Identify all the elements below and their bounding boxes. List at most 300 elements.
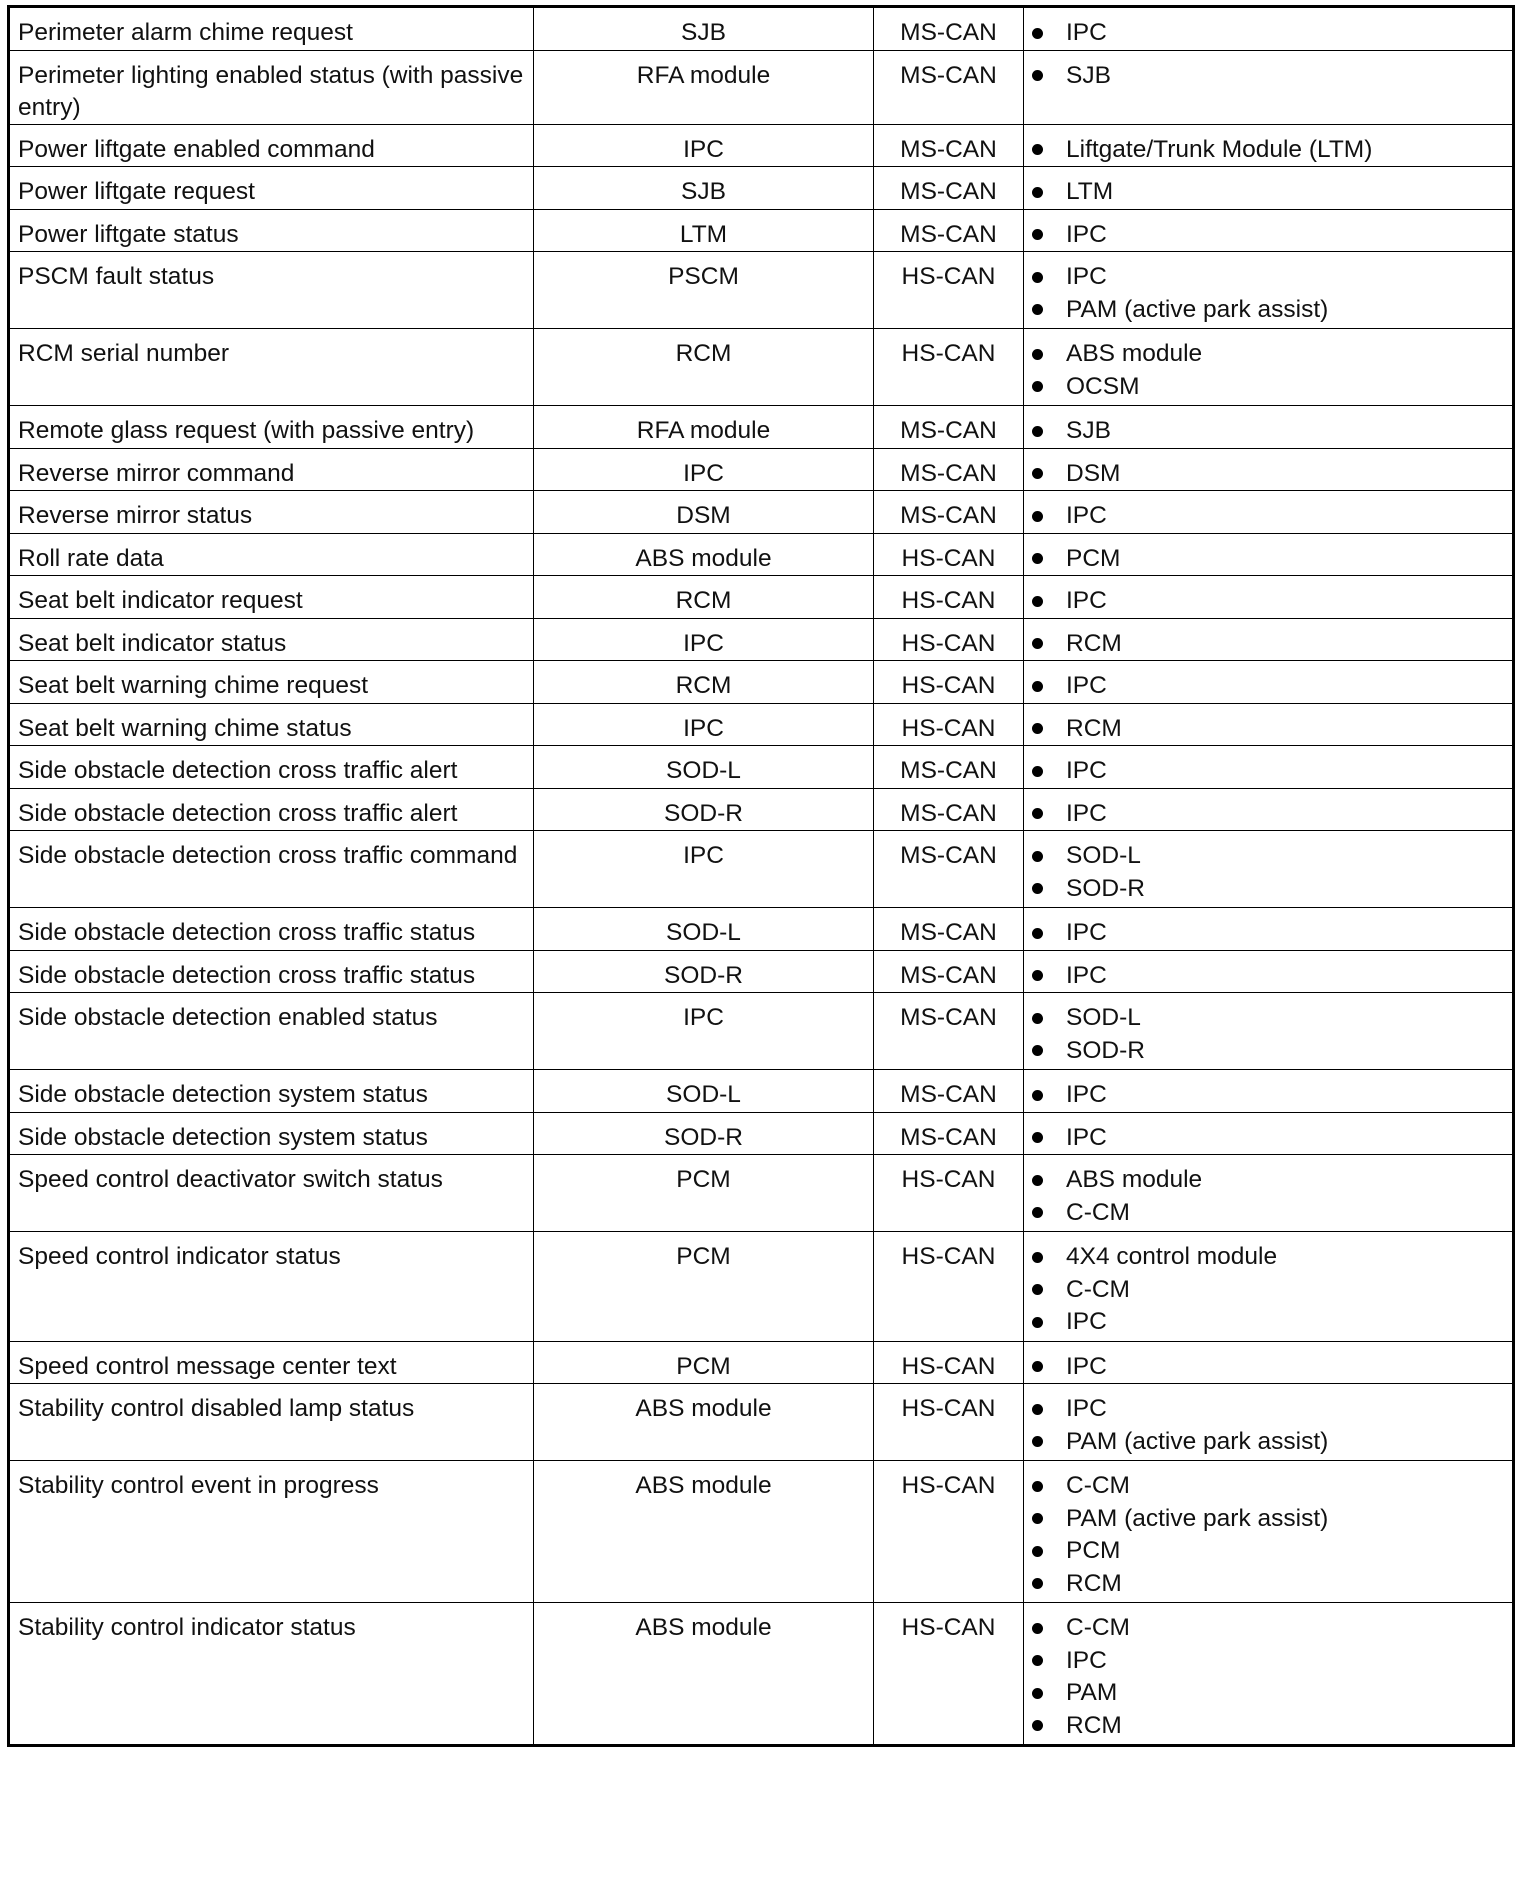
table-row: [9, 533, 1514, 576]
bullet-icon: [1032, 144, 1043, 155]
table-row: [9, 1070, 1514, 1113]
receiving-module-list: [1032, 176, 1504, 209]
receiving-module-list: [1032, 917, 1504, 950]
receiving-module-label: Liftgate/Trunk Module (LTM): [1066, 135, 1373, 163]
source-module-cell: DSM: [534, 491, 874, 534]
receiving-modules-cell: [1024, 1341, 1514, 1384]
list-item: [1032, 543, 1504, 576]
network-cell: MS-CAN: [874, 1112, 1024, 1155]
source-module-cell: PCM: [534, 1341, 874, 1384]
list-item: [1032, 219, 1504, 252]
receiving-module-list: [1032, 713, 1504, 746]
bullet-icon: [1032, 1132, 1043, 1143]
receiving-module-label: IPC: [1066, 1081, 1107, 1109]
receiving-modules-cell: [1024, 1155, 1514, 1232]
list-item: [1032, 1535, 1504, 1568]
message-name-cell: Side obstacle detection system status: [9, 1070, 534, 1113]
message-name-cell: Speed control deactivator switch status: [9, 1155, 534, 1232]
receiving-module-label: SJB: [1066, 417, 1111, 445]
receiving-module-label: SOD-L: [1066, 842, 1141, 870]
receiving-modules-cell: [1024, 329, 1514, 406]
network-cell: MS-CAN: [874, 406, 1024, 449]
receiving-module-list: [1032, 960, 1504, 993]
receiving-module-list: [1032, 840, 1504, 905]
list-item: [1032, 585, 1504, 618]
table-row: [9, 124, 1514, 167]
bullet-icon: [1032, 1513, 1043, 1524]
source-module-cell: PSCM: [534, 252, 874, 329]
message-name-cell: Perimeter lighting enabled status (with passive entry): [9, 50, 534, 124]
bullet-icon: [1032, 1481, 1043, 1492]
network-cell: MS-CAN: [874, 746, 1024, 789]
receiving-module-label: LTM: [1066, 178, 1114, 206]
bullet-icon: [1032, 381, 1043, 392]
receiving-module-label: PAM: [1066, 1679, 1118, 1707]
list-item: [1032, 1122, 1504, 1155]
receiving-module-label: IPC: [1066, 587, 1107, 615]
table-row: [9, 50, 1514, 124]
message-name-cell: Side obstacle detection enabled status: [9, 993, 534, 1070]
source-module-cell: LTM: [534, 209, 874, 252]
receiving-module-label: SJB: [1066, 61, 1111, 89]
table-row: [9, 703, 1514, 746]
table-row: [9, 993, 1514, 1070]
network-cell: HS-CAN: [874, 1155, 1024, 1232]
receiving-module-label: C-CM: [1066, 1614, 1130, 1642]
table-row: [9, 746, 1514, 789]
bullet-icon: [1032, 928, 1043, 939]
receiving-module-label: OCSM: [1066, 372, 1140, 400]
network-cell: MS-CAN: [874, 167, 1024, 210]
source-module-cell: RFA module: [534, 50, 874, 124]
source-module-cell: ABS module: [534, 1384, 874, 1461]
message-name-cell: Stability control disabled lamp status: [9, 1384, 534, 1461]
table-row: [9, 252, 1514, 329]
list-item: [1032, 415, 1504, 448]
list-item: [1032, 1612, 1504, 1645]
network-cell: MS-CAN: [874, 950, 1024, 993]
table-row: [9, 7, 1514, 51]
receiving-module-label: IPC: [1066, 961, 1107, 989]
receiving-module-list: [1032, 500, 1504, 533]
bullet-icon: [1032, 1317, 1043, 1328]
list-item: [1032, 134, 1504, 167]
network-cell: MS-CAN: [874, 448, 1024, 491]
list-item: [1032, 338, 1504, 371]
list-item: [1032, 798, 1504, 831]
message-name-cell: Stability control indicator status: [9, 1603, 534, 1746]
receiving-module-list: [1032, 1351, 1504, 1384]
list-item: [1032, 1035, 1504, 1068]
network-cell: HS-CAN: [874, 618, 1024, 661]
receiving-module-label: PAM (active park assist): [1066, 1504, 1329, 1532]
bullet-icon: [1032, 1436, 1043, 1447]
receiving-module-list: [1032, 1002, 1504, 1067]
bullet-icon: [1032, 1207, 1043, 1218]
network-cell: HS-CAN: [874, 533, 1024, 576]
message-name-cell: Perimeter alarm chime request: [9, 7, 534, 51]
source-module-cell: IPC: [534, 993, 874, 1070]
bullet-icon: [1032, 1578, 1043, 1589]
receiving-module-label: SOD-L: [1066, 1004, 1141, 1032]
message-name-cell: Power liftgate request: [9, 167, 534, 210]
bullet-icon: [1032, 883, 1043, 894]
message-name-cell: Power liftgate enabled command: [9, 124, 534, 167]
table-row: [9, 908, 1514, 951]
bullet-icon: [1032, 766, 1043, 777]
bullet-icon: [1032, 1720, 1043, 1731]
receiving-modules-cell: [1024, 406, 1514, 449]
receiving-module-label: IPC: [1066, 19, 1107, 47]
list-item: [1032, 628, 1504, 661]
message-name-cell: Power liftgate status: [9, 209, 534, 252]
message-name-cell: PSCM fault status: [9, 252, 534, 329]
source-module-cell: PCM: [534, 1155, 874, 1232]
table-row: [9, 491, 1514, 534]
list-item: [1032, 1568, 1504, 1601]
bullet-icon: [1032, 1361, 1043, 1372]
message-name-cell: Reverse mirror command: [9, 448, 534, 491]
list-item: [1032, 1677, 1504, 1710]
list-item: [1032, 1710, 1504, 1743]
list-item: [1032, 176, 1504, 209]
table-row: [9, 1341, 1514, 1384]
receiving-modules-cell: [1024, 1112, 1514, 1155]
bullet-icon: [1032, 638, 1043, 649]
receiving-modules-cell: [1024, 50, 1514, 124]
receiving-module-list: [1032, 60, 1504, 93]
table-row: [9, 831, 1514, 908]
source-module-cell: RCM: [534, 576, 874, 619]
list-item: [1032, 1274, 1504, 1307]
receiving-module-list: [1032, 755, 1504, 788]
receiving-modules-cell: [1024, 993, 1514, 1070]
receiving-module-list: [1032, 1393, 1504, 1458]
message-name-cell: Seat belt warning chime status: [9, 703, 534, 746]
network-cell: HS-CAN: [874, 1461, 1024, 1603]
list-item: [1032, 294, 1504, 327]
network-cell: HS-CAN: [874, 252, 1024, 329]
message-name-cell: Side obstacle detection system status: [9, 1112, 534, 1155]
receiving-module-list: [1032, 670, 1504, 703]
bullet-icon: [1032, 1252, 1043, 1263]
network-cell: MS-CAN: [874, 908, 1024, 951]
bullet-icon: [1032, 1546, 1043, 1557]
table-row: [9, 1461, 1514, 1603]
list-item: [1032, 261, 1504, 294]
receiving-modules-cell: [1024, 1232, 1514, 1342]
receiving-module-label: PCM: [1066, 1537, 1121, 1565]
list-item: [1032, 1351, 1504, 1384]
table-row: [9, 1232, 1514, 1342]
message-name-cell: Reverse mirror status: [9, 491, 534, 534]
bullet-icon: [1032, 851, 1043, 862]
source-module-cell: ABS module: [534, 533, 874, 576]
list-item: [1032, 500, 1504, 533]
receiving-module-label: SOD-R: [1066, 1036, 1145, 1064]
bullet-icon: [1032, 553, 1043, 564]
network-cell: HS-CAN: [874, 661, 1024, 704]
bullet-icon: [1032, 596, 1043, 607]
network-cell: HS-CAN: [874, 1232, 1024, 1342]
list-item: [1032, 840, 1504, 873]
source-module-cell: SJB: [534, 7, 874, 51]
source-module-cell: SOD-R: [534, 1112, 874, 1155]
source-module-cell: IPC: [534, 124, 874, 167]
receiving-module-label: IPC: [1066, 1395, 1107, 1423]
receiving-module-label: IPC: [1066, 799, 1107, 827]
source-module-cell: SOD-R: [534, 950, 874, 993]
receiving-modules-cell: [1024, 950, 1514, 993]
source-module-cell: IPC: [534, 831, 874, 908]
receiving-module-list: [1032, 17, 1504, 50]
network-cell: HS-CAN: [874, 576, 1024, 619]
receiving-modules-cell: [1024, 124, 1514, 167]
message-name-cell: Seat belt indicator status: [9, 618, 534, 661]
receiving-modules-cell: [1024, 533, 1514, 576]
network-cell: MS-CAN: [874, 50, 1024, 124]
table-row: [9, 329, 1514, 406]
list-item: [1032, 1306, 1504, 1339]
receiving-module-label: ABS module: [1066, 340, 1203, 368]
table-row: [9, 576, 1514, 619]
receiving-modules-cell: [1024, 618, 1514, 661]
message-name-cell: Seat belt indicator request: [9, 576, 534, 619]
receiving-modules-cell: [1024, 167, 1514, 210]
receiving-module-label: IPC: [1066, 1123, 1107, 1151]
list-item: [1032, 1470, 1504, 1503]
receiving-modules-cell: [1024, 1070, 1514, 1113]
receiving-module-label: 4X4 control module: [1066, 1243, 1278, 1271]
receiving-module-label: IPC: [1066, 263, 1107, 291]
network-cell: HS-CAN: [874, 1341, 1024, 1384]
receiving-module-list: [1032, 1612, 1504, 1742]
source-module-cell: ABS module: [534, 1603, 874, 1746]
receiving-module-label: RCM: [1066, 629, 1122, 657]
receiving-module-list: [1032, 1164, 1504, 1229]
receiving-module-label: IPC: [1066, 220, 1107, 248]
receiving-modules-cell: [1024, 252, 1514, 329]
bullet-icon: [1032, 1284, 1043, 1295]
bullet-icon: [1032, 1090, 1043, 1101]
table-row: [9, 661, 1514, 704]
receiving-modules-cell: [1024, 746, 1514, 789]
receiving-module-label: IPC: [1066, 919, 1107, 947]
message-name-cell: Side obstacle detection cross traffic status: [9, 950, 534, 993]
list-item: [1032, 1426, 1504, 1459]
receiving-modules-cell: [1024, 1461, 1514, 1603]
source-module-cell: SOD-R: [534, 788, 874, 831]
network-cell: MS-CAN: [874, 788, 1024, 831]
network-message-table-page: [7, 5, 1512, 1747]
receiving-module-label: IPC: [1066, 757, 1107, 785]
bullet-icon: [1032, 1175, 1043, 1186]
receiving-module-label: PAM (active park assist): [1066, 295, 1329, 323]
source-module-cell: SOD-L: [534, 908, 874, 951]
message-name-cell: Stability control event in progress: [9, 1461, 534, 1603]
table-row: [9, 209, 1514, 252]
receiving-module-label: PCM: [1066, 544, 1121, 572]
list-item: [1032, 1164, 1504, 1197]
list-item: [1032, 1393, 1504, 1426]
source-module-cell: IPC: [534, 618, 874, 661]
list-item: [1032, 960, 1504, 993]
message-name-cell: Speed control message center text: [9, 1341, 534, 1384]
list-item: [1032, 1002, 1504, 1035]
message-name-cell: Seat belt warning chime request: [9, 661, 534, 704]
table-row: [9, 788, 1514, 831]
source-module-cell: RFA module: [534, 406, 874, 449]
list-item: [1032, 17, 1504, 50]
bullet-icon: [1032, 426, 1043, 437]
table-row: [9, 1112, 1514, 1155]
bullet-icon: [1032, 70, 1043, 81]
message-name-cell: Side obstacle detection cross traffic status: [9, 908, 534, 951]
receiving-module-label: ABS module: [1066, 1166, 1203, 1194]
receiving-module-label: IPC: [1066, 672, 1107, 700]
message-name-cell: Side obstacle detection cross traffic alert: [9, 788, 534, 831]
receiving-modules-cell: [1024, 491, 1514, 534]
receiving-module-list: [1032, 261, 1504, 326]
list-item: [1032, 1197, 1504, 1230]
bullet-icon: [1032, 349, 1043, 360]
source-module-cell: RCM: [534, 661, 874, 704]
receiving-module-label: SOD-R: [1066, 874, 1145, 902]
bullet-icon: [1032, 1045, 1043, 1056]
receiving-module-list: [1032, 628, 1504, 661]
message-name-cell: Remote glass request (with passive entry): [9, 406, 534, 449]
receiving-module-label: IPC: [1066, 1646, 1107, 1674]
network-cell: MS-CAN: [874, 1070, 1024, 1113]
list-item: [1032, 713, 1504, 746]
receiving-module-list: [1032, 338, 1504, 403]
receiving-module-list: [1032, 219, 1504, 252]
source-module-cell: SOD-L: [534, 746, 874, 789]
source-module-cell: RCM: [534, 329, 874, 406]
network-cell: HS-CAN: [874, 1603, 1024, 1746]
receiving-module-list: [1032, 585, 1504, 618]
network-cell: MS-CAN: [874, 209, 1024, 252]
table-row: [9, 618, 1514, 661]
receiving-module-list: [1032, 415, 1504, 448]
receiving-module-list: [1032, 1079, 1504, 1112]
network-cell: MS-CAN: [874, 7, 1024, 51]
receiving-module-list: [1032, 134, 1504, 167]
receiving-module-label: PAM (active park assist): [1066, 1427, 1329, 1455]
bullet-icon: [1032, 1623, 1043, 1634]
bullet-icon: [1032, 970, 1043, 981]
receiving-module-label: IPC: [1066, 1308, 1107, 1336]
network-cell: MS-CAN: [874, 124, 1024, 167]
list-item: [1032, 1241, 1504, 1274]
network-cell: MS-CAN: [874, 491, 1024, 534]
table-row: [9, 1603, 1514, 1746]
source-module-cell: ABS module: [534, 1461, 874, 1603]
network-message-table: [7, 5, 1515, 1747]
receiving-module-label: C-CM: [1066, 1472, 1130, 1500]
bullet-icon: [1032, 511, 1043, 522]
source-module-cell: IPC: [534, 448, 874, 491]
bullet-icon: [1032, 723, 1043, 734]
receiving-module-label: C-CM: [1066, 1198, 1130, 1226]
list-item: [1032, 1645, 1504, 1678]
table-row: [9, 448, 1514, 491]
receiving-module-label: RCM: [1066, 714, 1122, 742]
bullet-icon: [1032, 808, 1043, 819]
receiving-module-label: IPC: [1066, 502, 1107, 530]
list-item: [1032, 917, 1504, 950]
table-row: [9, 950, 1514, 993]
bullet-icon: [1032, 304, 1043, 315]
list-item: [1032, 458, 1504, 491]
receiving-modules-cell: [1024, 1384, 1514, 1461]
bullet-icon: [1032, 1404, 1043, 1415]
table-row: [9, 167, 1514, 210]
receiving-module-list: [1032, 458, 1504, 491]
message-name-cell: Side obstacle detection cross traffic alert: [9, 746, 534, 789]
receiving-modules-cell: [1024, 788, 1514, 831]
network-cell: HS-CAN: [874, 1384, 1024, 1461]
receiving-module-list: [1032, 1122, 1504, 1155]
receiving-modules-cell: [1024, 908, 1514, 951]
bullet-icon: [1032, 187, 1043, 198]
table-row: [9, 406, 1514, 449]
message-name-cell: Speed control indicator status: [9, 1232, 534, 1342]
bullet-icon: [1032, 681, 1043, 692]
receiving-module-label: RCM: [1066, 1569, 1122, 1597]
list-item: [1032, 670, 1504, 703]
receiving-modules-cell: [1024, 7, 1514, 51]
receiving-module-list: [1032, 543, 1504, 576]
source-module-cell: SJB: [534, 167, 874, 210]
message-name-cell: Side obstacle detection cross traffic command: [9, 831, 534, 908]
receiving-modules-cell: [1024, 448, 1514, 491]
list-item: [1032, 371, 1504, 404]
receiving-module-list: [1032, 1241, 1504, 1339]
source-module-cell: SOD-L: [534, 1070, 874, 1113]
list-item: [1032, 873, 1504, 906]
bullet-icon: [1032, 28, 1043, 39]
list-item: [1032, 60, 1504, 93]
list-item: [1032, 1503, 1504, 1536]
receiving-module-list: [1032, 798, 1504, 831]
receiving-modules-cell: [1024, 703, 1514, 746]
bullet-icon: [1032, 229, 1043, 240]
network-cell: HS-CAN: [874, 703, 1024, 746]
network-cell: MS-CAN: [874, 993, 1024, 1070]
bullet-icon: [1032, 1013, 1043, 1024]
receiving-modules-cell: [1024, 576, 1514, 619]
bullet-icon: [1032, 272, 1043, 283]
receiving-modules-cell: [1024, 661, 1514, 704]
message-name-cell: Roll rate data: [9, 533, 534, 576]
receiving-module-label: RCM: [1066, 1711, 1122, 1739]
list-item: [1032, 1079, 1504, 1112]
table-row: [9, 1155, 1514, 1232]
network-cell: MS-CAN: [874, 831, 1024, 908]
table-row: [9, 1384, 1514, 1461]
bullet-icon: [1032, 468, 1043, 479]
receiving-modules-cell: [1024, 1603, 1514, 1746]
receiving-modules-cell: [1024, 209, 1514, 252]
message-name-cell: RCM serial number: [9, 329, 534, 406]
receiving-modules-cell: [1024, 831, 1514, 908]
source-module-cell: PCM: [534, 1232, 874, 1342]
source-module-cell: IPC: [534, 703, 874, 746]
receiving-module-label: IPC: [1066, 1352, 1107, 1380]
receiving-module-label: DSM: [1066, 459, 1121, 487]
list-item: [1032, 755, 1504, 788]
